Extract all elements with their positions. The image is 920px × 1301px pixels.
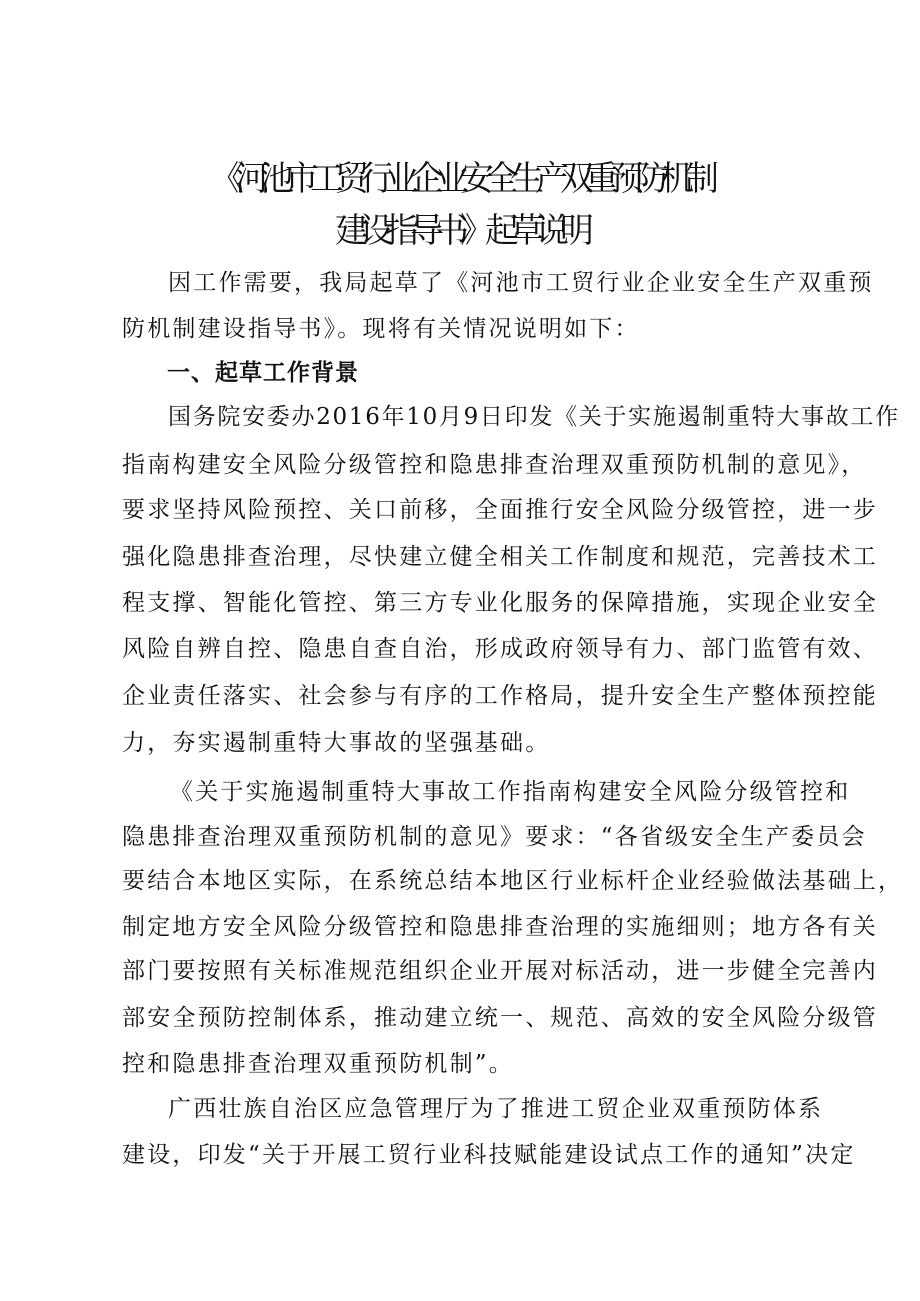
text-line: 风险自辨自控、隐患自查自治，形成政府领导有力、部门监管有效、 <box>122 636 878 662</box>
text-line: 要求坚持风险预控、关口前移，全面推行安全风险分级管控，进一步 <box>122 497 878 523</box>
text-line: 控和隐患排查治理双重预防机制”。 <box>122 1051 514 1077</box>
text-line: 建设，印发“关于开展工贸行业科技赋能建设试点工作的通知”决定 <box>122 1142 856 1168</box>
text-line: 力，夯实遏制重特大事故的坚强基础。 <box>122 730 551 756</box>
text-line: 指南构建安全风险分级管控和隐患排查治理双重预防机制的意见》， <box>122 452 867 478</box>
section-heading: 一、起草工作背景 <box>167 360 359 386</box>
text-line: 广西壮族自治区应急管理厅为了推进工贸企业双重预防体系 <box>168 1096 824 1122</box>
text-line: 因工作需要，我局起草了《河池市工贸行业企业安全生产双重预 <box>168 270 874 296</box>
text-line: 隐患排查治理双重预防机制的意见》要求：“各省级安全生产委员会 <box>122 824 867 850</box>
text-line: 企业责任落实、社会参与有序的工作格局，提升安全生产整体预控能 <box>122 683 878 709</box>
text-line: 部安全预防控制体系，推动建立统一、规范、高效的安全风险分级管 <box>122 1005 878 1031</box>
text-line: 《关于实施遏制重特大事故工作指南构建安全风险分级管控和 <box>170 779 851 805</box>
document-title-line-2: 建设指导书》起草说明 <box>335 211 585 251</box>
document-title-line-1: 《河池市工贸行业企业安全生产双重预防机制 <box>210 159 710 199</box>
text-line: 程支撑、智能化管控、第三方专业化服务的保障措施，实现企业安全 <box>122 590 878 616</box>
text-line: 部门要按照有关标准规范组织企业开展对标活动，进一步健全完善内 <box>122 958 878 984</box>
text-line: 制定地方安全风险分级管控和隐患排查治理的实施细则；地方各有关 <box>122 914 878 940</box>
text-line: 防机制建设指导书》。现将有关情况说明如下： <box>122 316 640 342</box>
text-line: 国务院安委办2016年10月9日印发《关于实施遏制重特大事故工作 <box>168 404 900 430</box>
text-line: 要结合本地区实际，在系统总结本地区行业标杆企业经验做法基础上， <box>122 868 904 894</box>
text-line: 强化隐患排查治理，尽快建立健全相关工作制度和规范，完善技术工 <box>122 544 878 570</box>
